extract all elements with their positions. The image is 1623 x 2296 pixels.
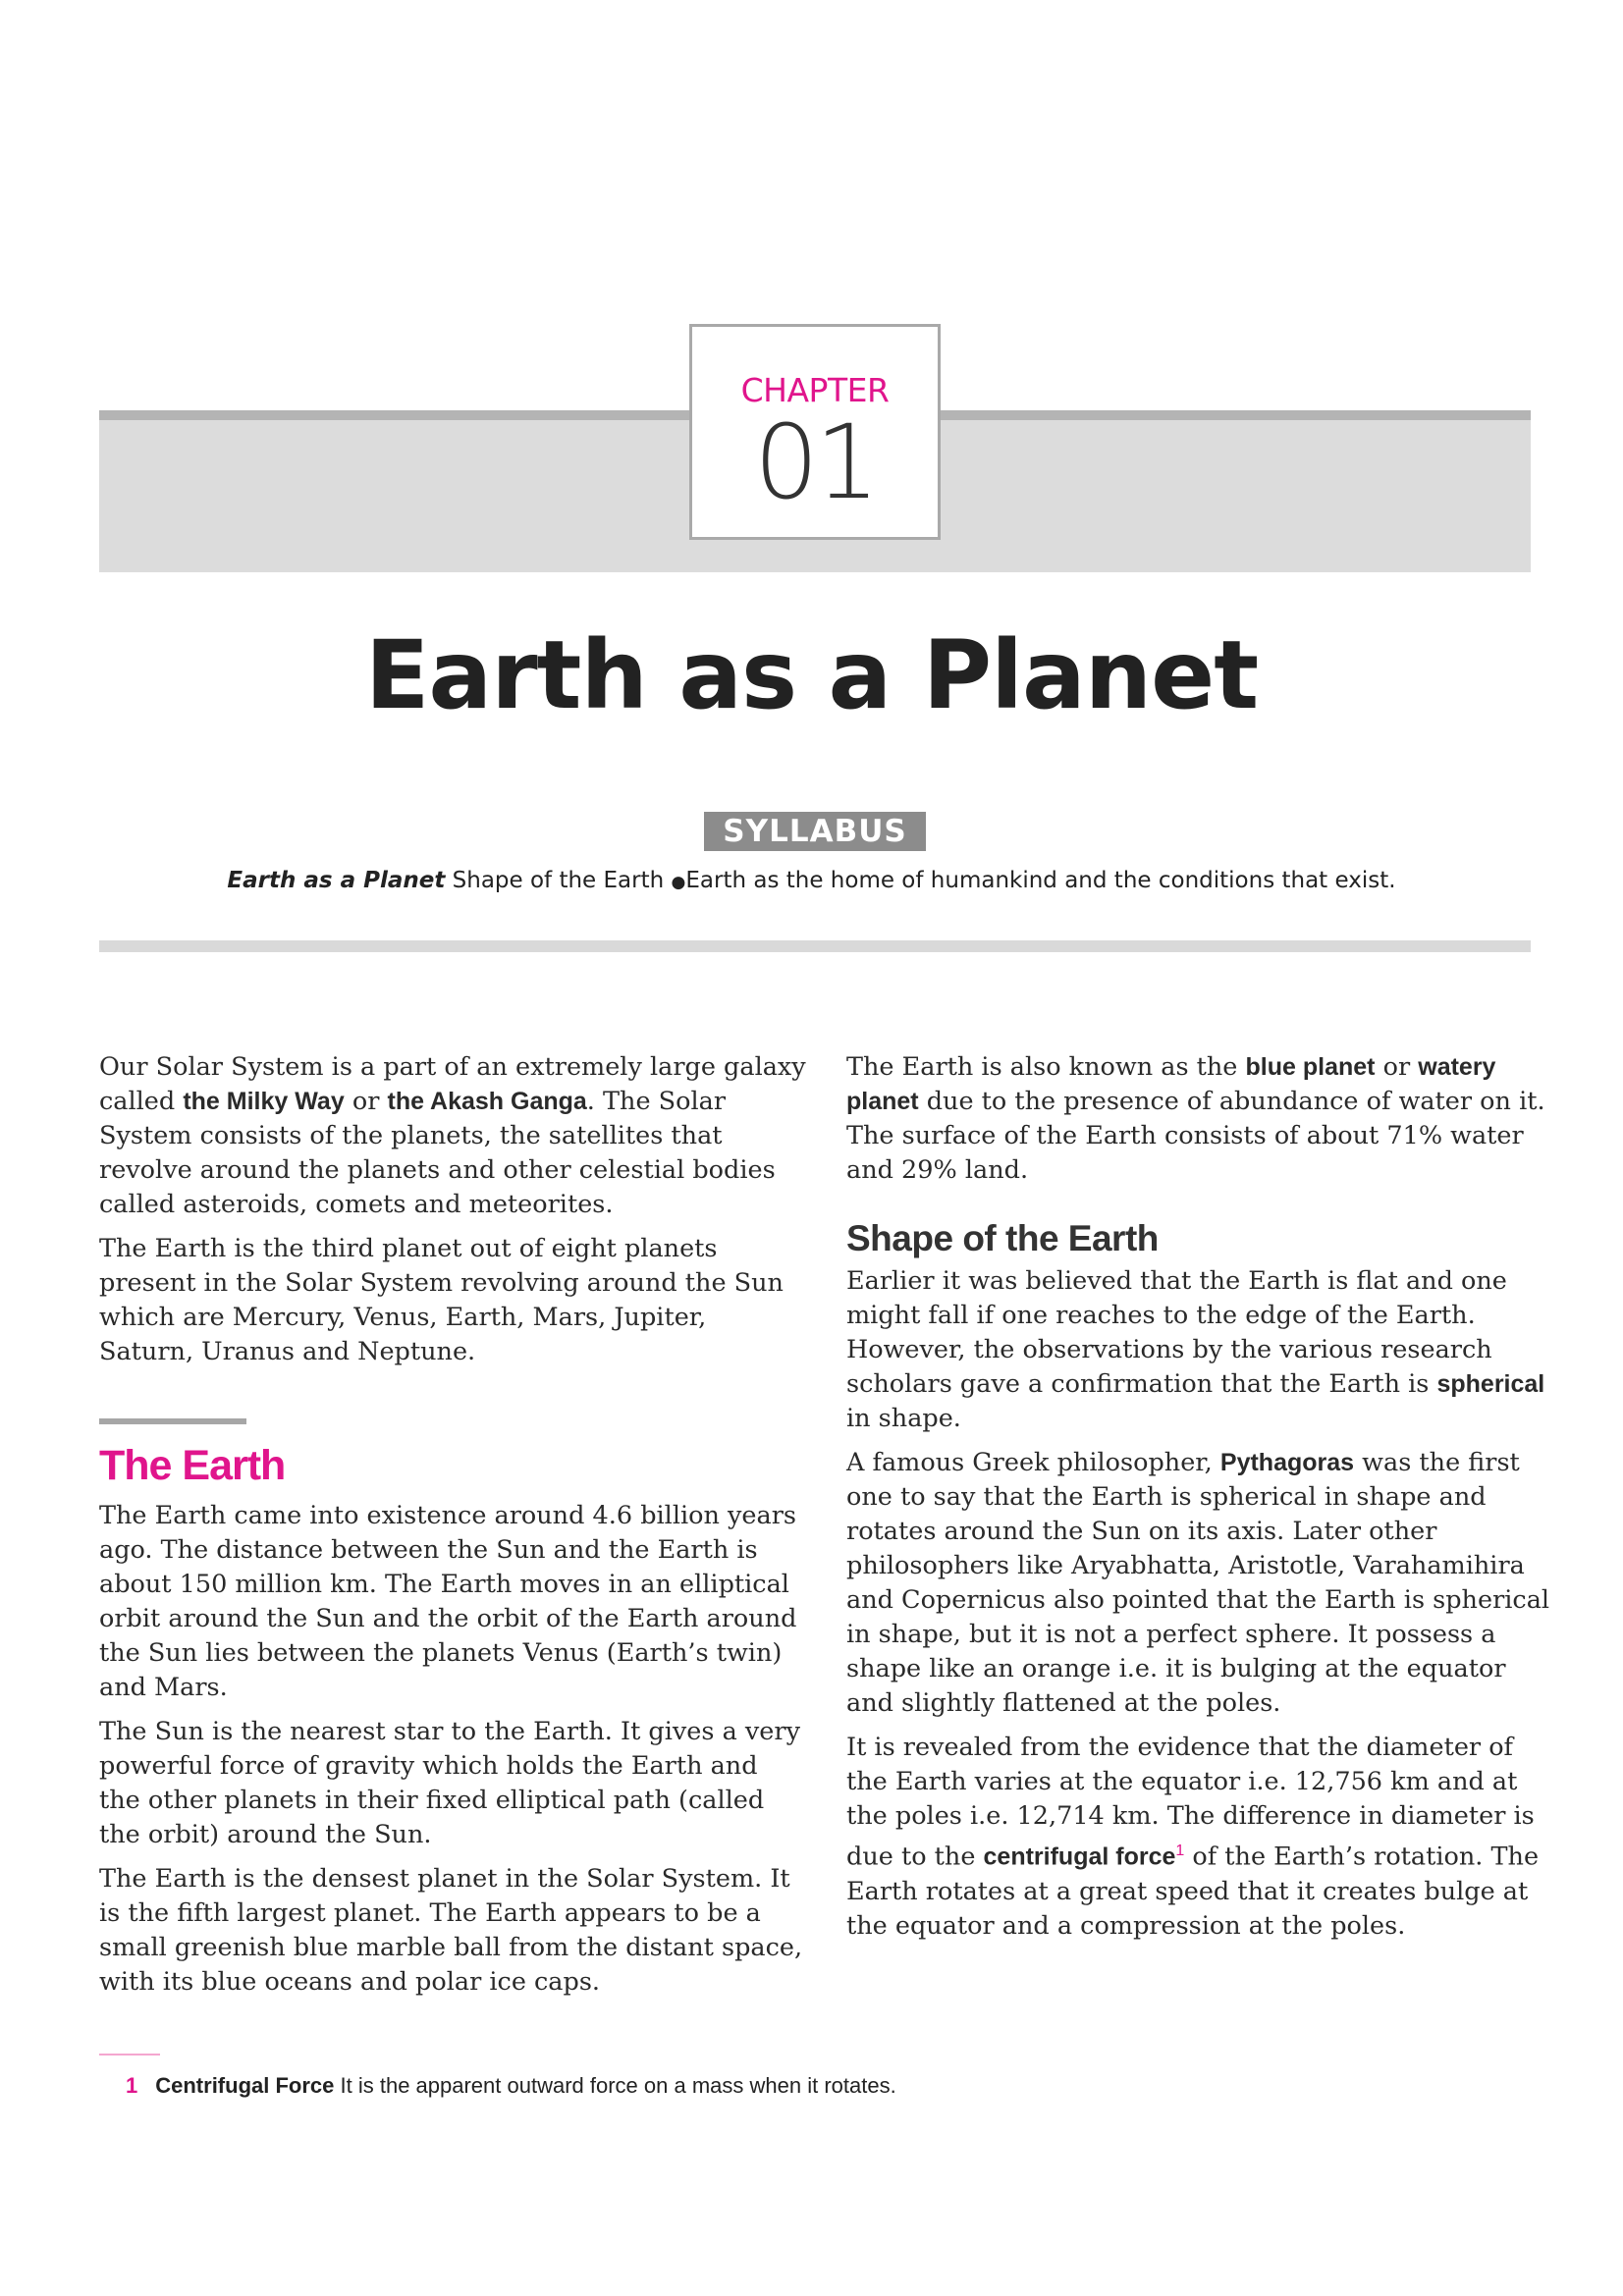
key-term: centrifugal force: [983, 1842, 1176, 1871]
syllabus-item: Shape of the Earth: [445, 868, 672, 893]
key-term: spherical: [1436, 1370, 1545, 1398]
paragraph: Earlier it was believed that the Earth is flat and one might fall if one reaches to the edge of the Earth. However, the observations by the various research scholars gave a confirmation that the Earth is spherical in shape.: [846, 1266, 1545, 1433]
paragraph: The Earth came into existence around 4.6 billion years ago. The distance between the Sun and the Earth is about 150 million km. The Earth moves in an elliptical orbit around the Sun and the orbit of the Earth around the Sun lies between the planets Venus (Earth’s twin) and Mars.: [99, 1501, 797, 1702]
key-term: the Milky Way: [183, 1088, 345, 1115]
syllabus-item: Earth as the home of humankind and the conditions that exist.: [685, 868, 1396, 893]
footnote: [126, 2073, 896, 2099]
chapter-label: CHAPTER: [740, 371, 890, 409]
chapter-box: [689, 324, 941, 540]
footnote-number: 1: [126, 2073, 138, 2098]
key-term: the Akash Ganga: [387, 1088, 587, 1115]
footnote-term: Centrifugal Force: [155, 2073, 335, 2098]
section-rule: [99, 1418, 246, 1424]
section-heading: Shape of the Earth: [846, 1218, 1159, 1258]
key-term: Pythagoras: [1219, 1449, 1355, 1476]
footnote-text: It is the apparent outward force on a mass when it rotates.: [334, 2073, 896, 2098]
paragraph: A famous Greek philosopher, Pythagoras was the first one to say that the Earth is spherical in shape and rotates around the Sun on its axis. Later other philosophers like Aryabhatta, Aristotle, Varahamihira and Copernicus also pointed that the Earth is spherical in shape, but it is not a perfect sphere. It possess a shape like an orange i.e. it is bulging at the equator and slightly flattened at the poles.: [846, 1448, 1550, 1718]
syllabus-lead: Earth as a Planet: [227, 868, 446, 893]
page-title: Earth as a Planet: [364, 620, 1259, 730]
left-column: [99, 1050, 806, 2009]
chapter-number: 01: [753, 402, 877, 522]
footnote-marker[interactable]: 1: [1175, 1842, 1185, 1859]
divider: [99, 940, 1531, 952]
section-heading: The Earth: [99, 1442, 286, 1489]
right-column: [846, 1050, 1553, 1953]
paragraph: Our Solar System is a part of an extremely large galaxy called the Milky Way or the Akash Ganga. The Solar System consists of the planets, the satellites that revolve around the planets and other celestial bodies called asteroids, comets and meteorites.: [99, 1052, 806, 1219]
bullet-icon: ●: [671, 873, 686, 892]
paragraph: The Earth is also known as the blue planet or watery planet due to the presence of abundance of water on it. The surface of the Earth consists of about 71% water and 29% land.: [846, 1052, 1545, 1185]
paragraph: It is revealed from the evidence that the diameter of the Earth varies at the equator i.e. 12,756 km and at the poles i.e. 12,714 km. The difference in diameter is due to the centrifugal force$^1$ of the Earth’s rotation. The Earth rotates at a great speed that it creates bulge at the equator and a compression at the poles.: [846, 1733, 1540, 1941]
syllabus-tag: SYLLABUS: [704, 812, 926, 851]
paragraph: The Earth is the densest planet in the Solar System. It is the fifth largest planet. The Earth appears to be a small greenish blue marble ball from the distant space, with its blue oceans and polar ice caps.: [99, 1864, 803, 1997]
footnote-rule: [99, 2054, 160, 2056]
syllabus-line: [0, 868, 1623, 893]
paragraph: The Sun is the nearest star to the Earth. It gives a very powerful force of gravity which holds the Earth and the other planets in their fixed elliptical path (called the orbit) around the Sun.: [99, 1717, 800, 1849]
paragraph: The Earth is the third planet out of eight planets present in the Solar System revolving around the Sun which are Mercury, Venus, Earth, Mars, Jupiter, Saturn, Uranus and Neptune.: [99, 1234, 784, 1366]
key-term: blue planet: [1245, 1053, 1376, 1081]
key-term: watery planet: [846, 1053, 1496, 1115]
